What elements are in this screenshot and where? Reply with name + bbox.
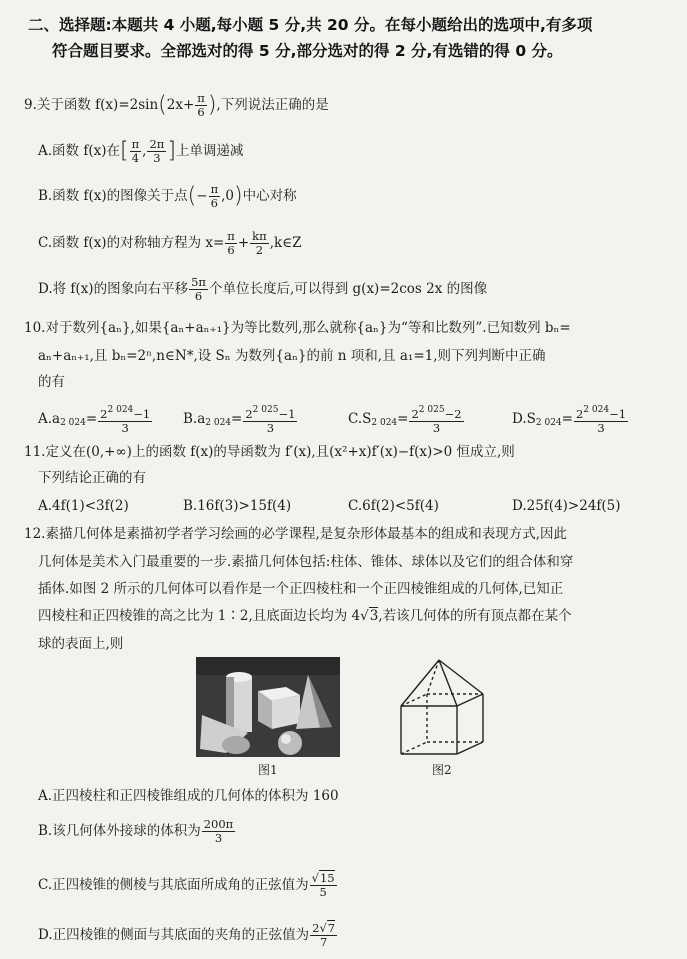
q11-option-a[interactable]: A.4f(1)<3f(2) (38, 498, 129, 514)
q12-option-d[interactable]: D.正四棱锥的侧面与其底面的夹角的正弦值为 $\frac{2√7}{7}$ (38, 921, 336, 949)
q12-option-c[interactable]: C.正四棱锥的侧棱与其底面所成角的正弦值为 $\frac{√15}{5}$ (38, 871, 335, 899)
q9-stem: 9.关于函数 f(x)=2sin(2x+ $\frac{\pi}{6}$ ),下列说法正确的是 (24, 91, 329, 119)
q10-line1: 10.对于数列{aₙ},如果{aₙ+aₙ₊₁}为等比数列,那么就称{aₙ}为“等和比数列”.已知数列 bₙ= (24, 320, 571, 336)
figure2-prism-pyramid-diagram (395, 656, 487, 760)
figure1-sketch-photo (196, 657, 340, 757)
q9-option-d[interactable]: D.将 f(x)的图象向右平移 $\frac{5\pi}{6}$ 个单位长度后,可以得到 g(x)=2cos 2x 的图像 (38, 275, 488, 303)
q11-option-d[interactable]: D.25f(4)>24f(5) (512, 498, 621, 514)
q11-line1: 11.定义在(0,+∞)上的函数 f(x)的导函数为 f′(x),且(x²+x)f′(x)−f(x)>0 恒成立,则 (24, 444, 515, 460)
section-title (28, 12, 678, 64)
q12-line2: 几何体是美术入门最重要的一步.素描几何体包括:柱体、锥体、球体以及它们的组合体和穿 (38, 554, 574, 570)
q12-line1: 12.素描几何体是素描初学者学习绘画的必学课程,是复杂形体最基本的组成和表现方式,因此 (24, 526, 568, 542)
q12-line5: 球的表面上,则 (38, 636, 124, 652)
q11-option-c[interactable]: C.6f(2)<5f(4) (348, 498, 439, 514)
q10-line3: 的有 (38, 374, 65, 390)
q9-option-c[interactable]: C.函数 f(x)的对称轴方程为 x= $\frac{\pi}{6}$ + $\frac{k\pi}{2}$ ,k∈Z (38, 229, 302, 257)
q11-option-b[interactable]: B.16f(3)>15f(4) (183, 498, 292, 514)
section-title-line2: 符合题目要求。全部选对的得 5 分,部分选对的得 2 分,有选错的得 0 分。 (52, 42, 563, 60)
q10-option-c[interactable]: $C.S_{2 024}=$ $\frac{2^{2 025}-2}{3}$ (348, 405, 462, 435)
q9-option-a[interactable]: A.函数 f(x)在[ $\frac{\pi}{4}$ , $\frac{2\pi}{3}$ ]上单调递减 (38, 137, 244, 165)
figure2-caption: 图2 (432, 763, 452, 777)
q12-line4: 四棱柱和正四棱锥的高之比为 1∶2,且底面边长均为 4√3,若该几何体的所有顶点都在某个 (38, 608, 572, 624)
figure1-sketch-illustration (196, 657, 340, 757)
q10-line2: aₙ+aₙ₊₁,且 bₙ=2ⁿ,n∈N*,设 Sₙ 为数列{aₙ}的前 n 项和,且 a₁=1,则下列判断中正确 (38, 348, 546, 364)
q12-line3: 插体.如图 2 所示的几何体可以看作是一个正四棱柱和一个正四棱锥组成的几何体,已知正 (38, 581, 564, 597)
q10-option-a[interactable]: $A.a_{2 024}=$ $\frac{2^{2 024}-1}{3}$ (38, 405, 151, 435)
q10-option-b[interactable]: $B.a_{2 024}=$ $\frac{2^{2 025}-1}{3}$ (183, 405, 296, 435)
q9-option-b[interactable]: B.函数 f(x)的图像关于点(− $\frac{\pi}{6}$ ,0)中心对称 (38, 182, 297, 210)
q12-option-a[interactable]: A.正四棱柱和正四棱锥组成的几何体的体积为 160 (38, 788, 339, 804)
figure1-caption: 图1 (258, 763, 278, 777)
q12-option-b[interactable]: B.该几何体外接球的体积为 $\frac{200\pi}{3}$ (38, 817, 234, 845)
section-title-line1: 二、选择题:本题共 4 小题,每小题 5 分,共 20 分。在每小题给出的选项中,有多项 (28, 16, 593, 34)
q10-option-d[interactable]: $D.S_{2 024}=$ $\frac{2^{2 024}-1}{3}$ (512, 405, 627, 435)
q11-line2: 下列结论正确的有 (38, 470, 146, 486)
